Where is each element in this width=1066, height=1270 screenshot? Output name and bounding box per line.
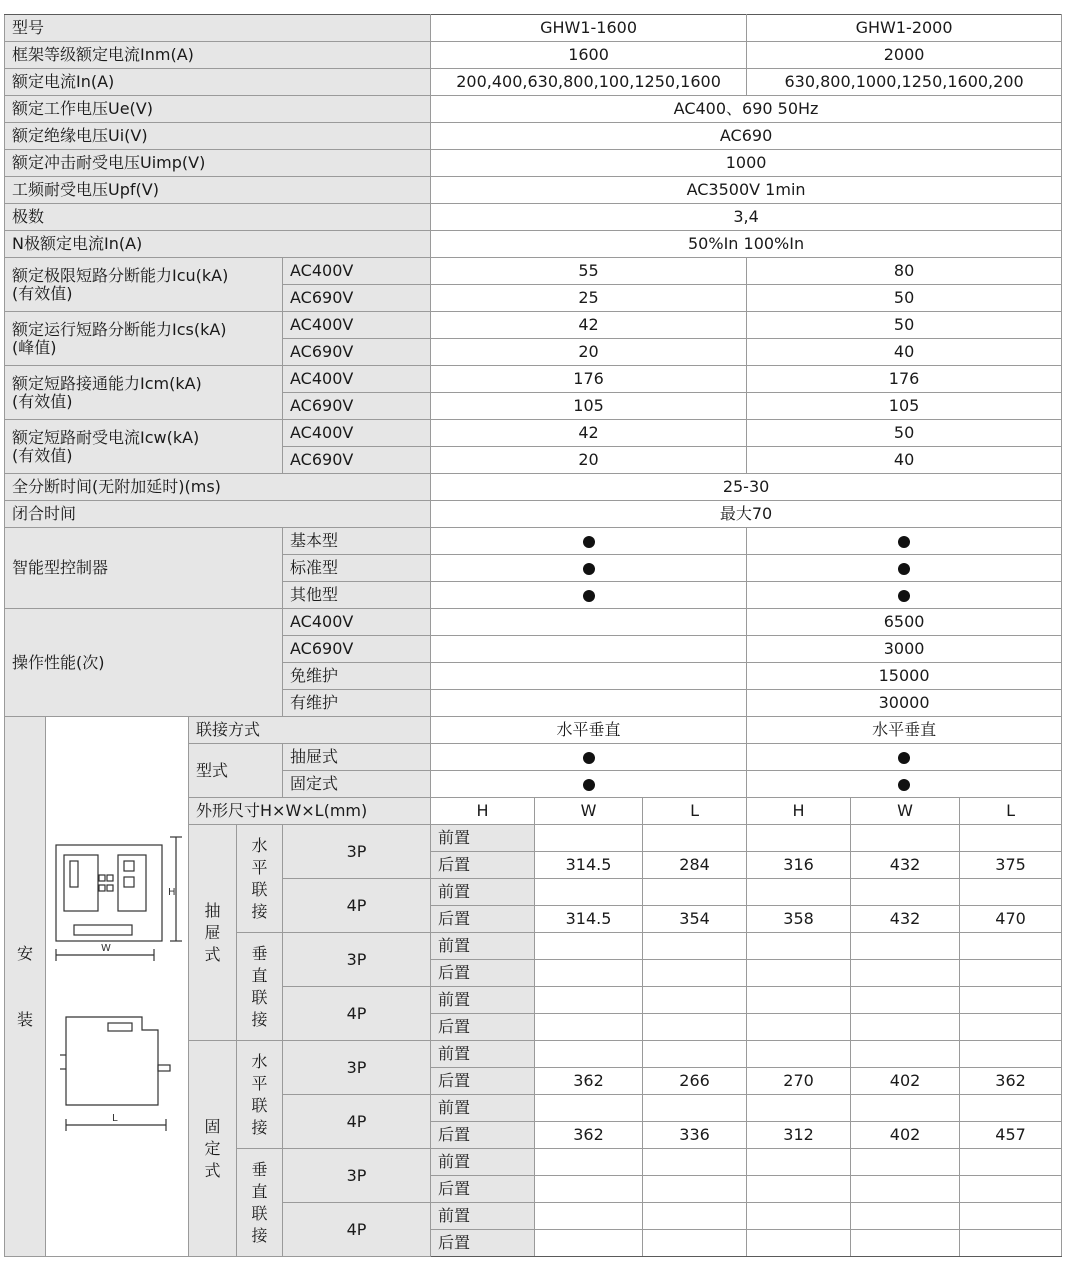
pole-4p: 4P: [283, 879, 431, 933]
cell: [747, 1203, 851, 1230]
row-label: 额定工作电压Ue(V): [5, 96, 431, 123]
dim-w: W: [535, 798, 643, 825]
cell: [960, 1095, 1062, 1122]
fig-w-label: W: [101, 942, 111, 954]
install-connect-row: [5, 717, 1062, 744]
fig-h-label: H: [168, 886, 176, 898]
value-2: 30000: [747, 690, 1062, 717]
cell: 284: [643, 852, 747, 879]
sub-label: 其他型: [283, 582, 431, 609]
cell: [851, 987, 960, 1014]
dimension-figure: [46, 717, 189, 1257]
cell: [643, 1176, 747, 1203]
value: 50%In 100%In: [431, 231, 1062, 258]
pole-3p: 3P: [283, 933, 431, 987]
value-2: 50: [747, 312, 1062, 339]
sub-label: AC400V: [283, 258, 431, 285]
cell: [535, 1041, 643, 1068]
front-label: 前置: [431, 933, 535, 960]
dot-icon: [583, 752, 595, 764]
value: 最大70: [431, 501, 1062, 528]
front-label: 前置: [431, 987, 535, 1014]
operation-label: 操作性能(次): [5, 609, 283, 717]
value: AC3500V 1min: [431, 177, 1062, 204]
value: 3,4: [431, 204, 1062, 231]
rear-label: 后置: [431, 1230, 535, 1257]
sub-label: 基本型: [283, 528, 431, 555]
model-2: GHW1-2000: [747, 15, 1062, 42]
value-1: 20: [431, 339, 747, 366]
cell: [643, 987, 747, 1014]
cell: [960, 933, 1062, 960]
value-1: [431, 582, 747, 609]
value-1: [431, 663, 747, 690]
spec-row: [5, 420, 1062, 447]
dot-icon: [583, 779, 595, 791]
cell: [960, 1041, 1062, 1068]
row-label: 额定运行短路分断能力Ics(kA) (峰值): [5, 312, 283, 366]
spec-row: [5, 528, 1062, 555]
connect-label: 联接方式: [189, 717, 431, 744]
cell: [643, 1014, 747, 1041]
cell: [535, 1230, 643, 1257]
dot-icon: [898, 590, 910, 602]
dim-l: L: [643, 798, 747, 825]
value-1: 42: [431, 420, 747, 447]
rear-label: 后置: [431, 906, 535, 933]
cell: [535, 1149, 643, 1176]
rear-label: 后置: [431, 852, 535, 879]
cell: 354: [643, 906, 747, 933]
type-label: 型式: [189, 744, 283, 798]
dim-w: W: [851, 798, 960, 825]
fig-l-label: L: [112, 1112, 118, 1124]
value-1: [431, 555, 747, 582]
conn-vertical: 垂 直 联 接: [237, 933, 283, 1041]
group-fixed: 固 定 式: [189, 1041, 237, 1257]
cell: [960, 825, 1062, 852]
cell: [535, 825, 643, 852]
conn-horizontal: 水 平 联 接: [237, 825, 283, 933]
cell: [643, 1041, 747, 1068]
cell: 312: [747, 1122, 851, 1149]
dot-icon: [583, 590, 595, 602]
value-1: [431, 744, 747, 771]
value-2: 40: [747, 447, 1062, 474]
cell: [747, 879, 851, 906]
cell: 314.5: [535, 852, 643, 879]
cell: [851, 879, 960, 906]
cell: [643, 1203, 747, 1230]
spec-row: [5, 204, 1062, 231]
dot-icon: [898, 536, 910, 548]
row-label: 额定短路接通能力Icm(kA) (有效值): [5, 366, 283, 420]
rear-label: 后置: [431, 1014, 535, 1041]
pole-4p: 4P: [283, 1095, 431, 1149]
sub-label: 有维护: [283, 690, 431, 717]
value-2: [747, 744, 1062, 771]
cell: [960, 1203, 1062, 1230]
dim-l: L: [960, 798, 1062, 825]
sub-label: 抽屉式: [283, 744, 431, 771]
cell: [747, 1176, 851, 1203]
pole-3p: 3P: [283, 1041, 431, 1095]
spec-table: [4, 14, 1062, 1257]
cell: [643, 960, 747, 987]
cell: 358: [747, 906, 851, 933]
rear-label: 后置: [431, 1068, 535, 1095]
cell: [851, 1230, 960, 1257]
sub-label: 固定式: [283, 771, 431, 798]
value-2: 2000: [747, 42, 1062, 69]
cell: 362: [960, 1068, 1062, 1095]
cell: 402: [851, 1122, 960, 1149]
model-label: 型号: [5, 15, 431, 42]
cell: [535, 1095, 643, 1122]
cell: 316: [747, 852, 851, 879]
value-2: 水平垂直: [747, 717, 1062, 744]
dim-h: H: [431, 798, 535, 825]
spec-row: [5, 366, 1062, 393]
cell: 457: [960, 1122, 1062, 1149]
sub-label: AC690V: [283, 636, 431, 663]
value-1: 水平垂直: [431, 717, 747, 744]
value-2: 105: [747, 393, 1062, 420]
cell: 336: [643, 1122, 747, 1149]
value-2: [747, 582, 1062, 609]
cell: 270: [747, 1068, 851, 1095]
row-label: 全分断时间(无附加延时)(ms): [5, 474, 431, 501]
cell: [960, 1230, 1062, 1257]
cell: 402: [851, 1068, 960, 1095]
dim-h: H: [747, 798, 851, 825]
front-view-panel: [64, 855, 98, 911]
value-2: 80: [747, 258, 1062, 285]
spec-row: [5, 609, 1062, 636]
cell: [960, 1149, 1062, 1176]
cell: [851, 825, 960, 852]
row-label: 额定绝缘电压Ui(V): [5, 123, 431, 150]
front-label: 前置: [431, 879, 535, 906]
sub-label: AC690V: [283, 393, 431, 420]
front-label: 前置: [431, 1041, 535, 1068]
sub-label: AC400V: [283, 366, 431, 393]
cell: [851, 960, 960, 987]
value-1: 42: [431, 312, 747, 339]
cell: [643, 1095, 747, 1122]
spec-row: [5, 96, 1062, 123]
value: AC690: [431, 123, 1062, 150]
cell: 432: [851, 906, 960, 933]
value-1: 105: [431, 393, 747, 420]
row-label: N极额定电流In(A): [5, 231, 431, 258]
dot-icon: [898, 563, 910, 575]
spec-row: [5, 123, 1062, 150]
dot-icon: [898, 752, 910, 764]
breaker-outline-drawing: [46, 725, 189, 1245]
controller-label: 智能型控制器: [5, 528, 283, 609]
sub-label: AC400V: [283, 312, 431, 339]
sub-label: 免维护: [283, 663, 431, 690]
value-1: 55: [431, 258, 747, 285]
cell: [851, 1203, 960, 1230]
conn-horizontal: 水 平 联 接: [237, 1041, 283, 1149]
pole-3p: 3P: [283, 825, 431, 879]
spec-row: [5, 69, 1062, 96]
dot-icon: [898, 779, 910, 791]
cell: 470: [960, 906, 1062, 933]
value: 25-30: [431, 474, 1062, 501]
rear-label: 后置: [431, 1176, 535, 1203]
rear-label: 后置: [431, 1122, 535, 1149]
cell: [747, 1149, 851, 1176]
row-label: 框架等级额定电流Inm(A): [5, 42, 431, 69]
cell: [747, 1041, 851, 1068]
row-label: 额定冲击耐受电压Uimp(V): [5, 150, 431, 177]
value: AC400、690 50Hz: [431, 96, 1062, 123]
group-drawer: 抽 屉 式: [189, 825, 237, 1041]
cell: [535, 933, 643, 960]
cell: [643, 1149, 747, 1176]
side-view-body: [66, 1017, 158, 1105]
sub-label: AC690V: [283, 339, 431, 366]
cell: [851, 1149, 960, 1176]
value-1: 25: [431, 285, 747, 312]
value-1: 20: [431, 447, 747, 474]
cell: 362: [535, 1122, 643, 1149]
value-1: 176: [431, 366, 747, 393]
pole-4p: 4P: [283, 987, 431, 1041]
front-label: 前置: [431, 1203, 535, 1230]
spec-row: [5, 258, 1062, 285]
cell: [535, 1176, 643, 1203]
cell: [747, 825, 851, 852]
cell: [851, 933, 960, 960]
cell: [960, 1014, 1062, 1041]
header-row: [5, 15, 1062, 42]
sub-label: AC690V: [283, 285, 431, 312]
value-1: [431, 636, 747, 663]
rear-label: 后置: [431, 960, 535, 987]
cell: [851, 1014, 960, 1041]
row-label: 极数: [5, 204, 431, 231]
value-1: [431, 771, 747, 798]
sub-label: AC400V: [283, 609, 431, 636]
cell: 314.5: [535, 906, 643, 933]
spec-row: [5, 177, 1062, 204]
cell: [747, 987, 851, 1014]
cell: [851, 1176, 960, 1203]
sub-label: AC400V: [283, 420, 431, 447]
cell: [535, 1014, 643, 1041]
cell: [535, 879, 643, 906]
dot-icon: [583, 563, 595, 575]
spec-row: [5, 231, 1062, 258]
cell: [643, 1230, 747, 1257]
value: 1000: [431, 150, 1062, 177]
cell: 432: [851, 852, 960, 879]
cell: [747, 1014, 851, 1041]
cell: 362: [535, 1068, 643, 1095]
row-label: 额定电流In(A): [5, 69, 431, 96]
dim-label: 外形尺寸H×W×L(mm): [189, 798, 431, 825]
cell: [535, 987, 643, 1014]
cell: [643, 933, 747, 960]
cell: [535, 960, 643, 987]
dot-icon: [583, 536, 595, 548]
row-label: 闭合时间: [5, 501, 431, 528]
install-label: 安 装: [5, 717, 46, 1257]
cell: [747, 1095, 851, 1122]
value-1: 200,400,630,800,100,1250,1600: [431, 69, 747, 96]
cell: [960, 960, 1062, 987]
cell: 375: [960, 852, 1062, 879]
cell: [747, 1230, 851, 1257]
value-1: [431, 528, 747, 555]
cell: [960, 1176, 1062, 1203]
cell: [747, 933, 851, 960]
spec-row: [5, 150, 1062, 177]
value-2: 50: [747, 420, 1062, 447]
cell: [851, 1041, 960, 1068]
value-2: 3000: [747, 636, 1062, 663]
cell: [643, 879, 747, 906]
row-label: 额定极限短路分断能力Icu(kA) (有效值): [5, 258, 283, 312]
front-view-panel-right: [118, 855, 146, 911]
cell: [643, 825, 747, 852]
cell: [960, 987, 1062, 1014]
value-2: 176: [747, 366, 1062, 393]
cell: [960, 879, 1062, 906]
spec-row: [5, 474, 1062, 501]
cell: [747, 960, 851, 987]
spec-row: [5, 501, 1062, 528]
pole-4p: 4P: [283, 1203, 431, 1257]
cell: [535, 1203, 643, 1230]
model-1: GHW1-1600: [431, 15, 747, 42]
sub-label: AC690V: [283, 447, 431, 474]
value-1: 1600: [431, 42, 747, 69]
spec-row: [5, 42, 1062, 69]
value-2: 50: [747, 285, 1062, 312]
cell: [851, 1095, 960, 1122]
row-label: 工频耐受电压Upf(V): [5, 177, 431, 204]
value-2: 630,800,1000,1250,1600,200: [747, 69, 1062, 96]
value-2: 6500: [747, 609, 1062, 636]
row-label: 额定短路耐受电流Icw(kA) (有效值): [5, 420, 283, 474]
cell: 266: [643, 1068, 747, 1095]
pole-3p: 3P: [283, 1149, 431, 1203]
value-1: [431, 609, 747, 636]
front-label: 前置: [431, 1149, 535, 1176]
value-2: 15000: [747, 663, 1062, 690]
front-label: 前置: [431, 825, 535, 852]
value-2: 40: [747, 339, 1062, 366]
sub-label: 标准型: [283, 555, 431, 582]
spec-row: [5, 312, 1062, 339]
front-label: 前置: [431, 1095, 535, 1122]
value-2: [747, 555, 1062, 582]
value-2: [747, 528, 1062, 555]
value-1: [431, 690, 747, 717]
value-2: [747, 771, 1062, 798]
conn-vertical: 垂 直 联 接: [237, 1149, 283, 1257]
